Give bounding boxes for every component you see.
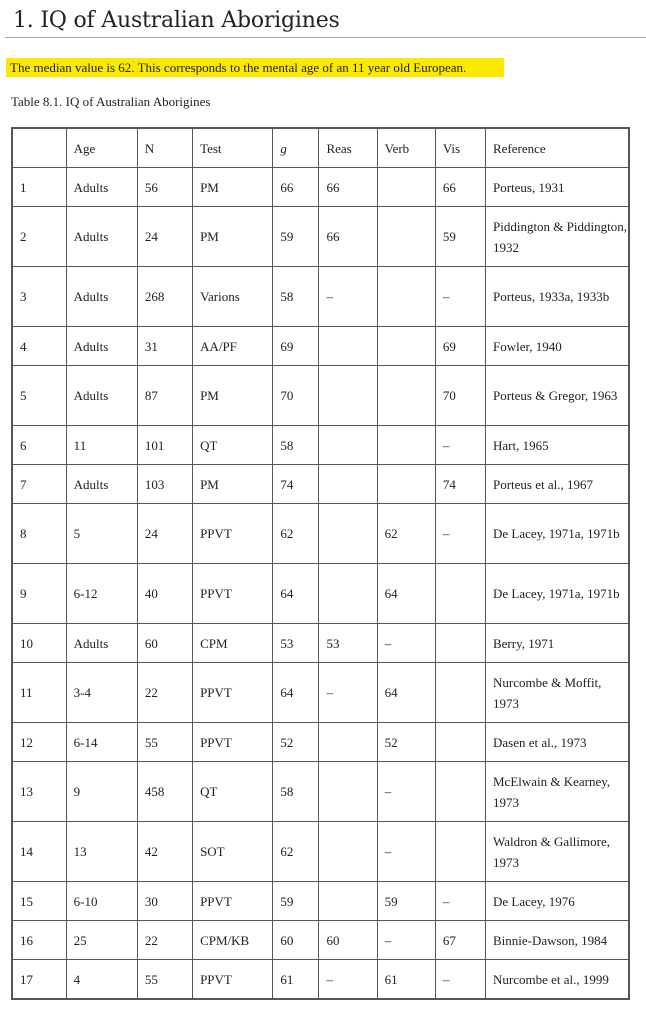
reference-cell: De Lacey, 1971a, 1971b [485,504,629,564]
row-index-cell: 9 [12,564,66,624]
age-cell: 4 [66,960,137,1000]
iq-table [11,127,630,1000]
age-cell: 13 [66,822,137,882]
n-cell: 22 [137,663,192,723]
g-cell: 74 [273,465,319,504]
verb-cell: 59 [377,882,435,921]
n-cell: 24 [137,207,192,267]
vis-cell [435,822,485,882]
reference-cell: Waldron & Gallimore, 1973 [485,822,629,882]
test-cell: SOT [193,822,273,882]
vis-cell [435,663,485,723]
reas-cell [319,822,377,882]
verb-cell [377,426,435,465]
reas-cell: – [319,663,377,723]
highlighted-summary [6,58,504,77]
reference-cell: Porteus et al., 1967 [485,465,629,504]
g-cell: 66 [273,168,319,207]
age-cell: Adults [66,267,137,327]
vis-cell [435,762,485,822]
g-cell: 61 [273,960,319,1000]
row-index-cell: 15 [12,882,66,921]
n-cell: 87 [137,366,192,426]
n-cell: 56 [137,168,192,207]
header-cell-age: Age [66,128,137,168]
g-cell: 59 [273,207,319,267]
vis-cell: – [435,267,485,327]
table-row [12,822,629,882]
verb-cell: – [377,822,435,882]
reas-cell: 60 [319,921,377,960]
vis-cell: – [435,882,485,921]
row-index-cell: 4 [12,327,66,366]
test-cell: PM [193,168,273,207]
test-cell: PPVT [193,564,273,624]
summary-text: The median value is 62. This corresponds to the mental age of an 11 year old European. [10,60,467,75]
verb-cell: 62 [377,504,435,564]
header-cell-g: g [273,128,319,168]
test-cell: CPM/KB [193,921,273,960]
table-row [12,168,629,207]
verb-cell: 61 [377,960,435,1000]
table-row [12,465,629,504]
reference-cell: Porteus & Gregor, 1963 [485,366,629,426]
age-cell: 3-4 [66,663,137,723]
reas-cell [319,723,377,762]
vis-cell [435,723,485,762]
verb-cell [377,366,435,426]
g-cell: 58 [273,426,319,465]
table-row [12,207,629,267]
age-cell: 25 [66,921,137,960]
reference-cell: Nurcombe et al., 1999 [485,960,629,1000]
vis-cell: – [435,960,485,1000]
row-index-cell: 3 [12,267,66,327]
vis-cell: 69 [435,327,485,366]
row-index-cell: 7 [12,465,66,504]
n-cell: 42 [137,822,192,882]
header-cell-n: N [137,128,192,168]
table-row [12,663,629,723]
reas-cell [319,564,377,624]
reas-cell [319,426,377,465]
vis-cell: 70 [435,366,485,426]
n-cell: 24 [137,504,192,564]
age-cell: Adults [66,168,137,207]
row-index-cell: 11 [12,663,66,723]
reference-cell: McElwain & Kearney, 1973 [485,762,629,822]
n-cell: 458 [137,762,192,822]
g-cell: 59 [273,882,319,921]
test-cell: PM [193,207,273,267]
table-row [12,504,629,564]
vis-cell: – [435,426,485,465]
age-cell: 5 [66,504,137,564]
reference-cell: Piddington & Piddington, 1932 [485,207,629,267]
table-caption: Table 8.1. IQ of Australian Aborigines [11,94,211,109]
g-cell: 58 [273,762,319,822]
table-row [12,723,629,762]
test-cell: CPM [193,624,273,663]
g-cell: 70 [273,366,319,426]
n-cell: 40 [137,564,192,624]
verb-cell [377,267,435,327]
age-cell: Adults [66,624,137,663]
g-cell: 58 [273,267,319,327]
test-cell: PM [193,366,273,426]
verb-cell: – [377,762,435,822]
g-cell: 69 [273,327,319,366]
verb-cell [377,207,435,267]
verb-cell: 64 [377,564,435,624]
n-cell: 55 [137,960,192,1000]
vis-cell [435,624,485,663]
reference-cell: Fowler, 1940 [485,327,629,366]
row-index-cell: 16 [12,921,66,960]
row-index-cell: 5 [12,366,66,426]
row-index-cell: 13 [12,762,66,822]
age-cell: 6-10 [66,882,137,921]
test-cell: PPVT [193,960,273,1000]
reas-cell [319,465,377,504]
test-cell: Varions [193,267,273,327]
n-cell: 31 [137,327,192,366]
table-row [12,624,629,663]
reas-cell: – [319,267,377,327]
reas-cell [319,366,377,426]
header-cell-index [12,128,66,168]
reference-cell: Hart, 1965 [485,426,629,465]
row-index-cell: 17 [12,960,66,1000]
table-row [12,564,629,624]
verb-cell [377,327,435,366]
n-cell: 30 [137,882,192,921]
header-cell-reference: Reference [485,128,629,168]
vis-cell: 66 [435,168,485,207]
reas-cell: 66 [319,207,377,267]
g-cell: 64 [273,663,319,723]
reas-cell [319,882,377,921]
test-cell: PPVT [193,504,273,564]
header-cell-reas: Reas [319,128,377,168]
age-cell: Adults [66,465,137,504]
vis-cell: 74 [435,465,485,504]
row-index-cell: 2 [12,207,66,267]
table-body [12,168,629,1000]
header-cell-test: Test [193,128,273,168]
verb-cell: – [377,624,435,663]
age-cell: 6-12 [66,564,137,624]
row-index-cell: 12 [12,723,66,762]
reference-cell: Porteus, 1931 [485,168,629,207]
row-index-cell: 6 [12,426,66,465]
test-cell: PM [193,465,273,504]
table-row [12,366,629,426]
table-row [12,921,629,960]
vis-cell: 67 [435,921,485,960]
verb-cell: 52 [377,723,435,762]
verb-cell [377,168,435,207]
row-index-cell: 10 [12,624,66,663]
reference-cell: Dasen et al., 1973 [485,723,629,762]
g-cell: 64 [273,564,319,624]
verb-cell: – [377,921,435,960]
reference-cell: De Lacey, 1971a, 1971b [485,564,629,624]
test-cell: PPVT [193,663,273,723]
n-cell: 101 [137,426,192,465]
table-row [12,426,629,465]
vis-cell: – [435,504,485,564]
test-cell: QT [193,426,273,465]
age-cell: Adults [66,327,137,366]
header-cell-verb: Verb [377,128,435,168]
verb-cell: 64 [377,663,435,723]
reas-cell [319,504,377,564]
reas-cell [319,327,377,366]
n-cell: 60 [137,624,192,663]
row-index-cell: 1 [12,168,66,207]
test-cell: PPVT [193,723,273,762]
header-cell-vis: Vis [435,128,485,168]
n-cell: 55 [137,723,192,762]
age-cell: 9 [66,762,137,822]
age-cell: Adults [66,366,137,426]
n-cell: 22 [137,921,192,960]
table-row [12,882,629,921]
age-cell: Adults [66,207,137,267]
table-row [12,960,629,1000]
reas-cell: 66 [319,168,377,207]
table-header-row [12,128,629,168]
n-cell: 268 [137,267,192,327]
page-title: 1. IQ of Australian Aborigines [13,8,340,33]
g-cell: 52 [273,723,319,762]
reas-cell: 53 [319,624,377,663]
table-row [12,762,629,822]
reference-cell: Nurcombe & Moffit, 1973 [485,663,629,723]
test-cell: PPVT [193,882,273,921]
reference-cell: Binnie-Dawson, 1984 [485,921,629,960]
row-index-cell: 14 [12,822,66,882]
vis-cell: 59 [435,207,485,267]
verb-cell [377,465,435,504]
reference-cell: Berry, 1971 [485,624,629,663]
row-index-cell: 8 [12,504,66,564]
g-cell: 62 [273,822,319,882]
n-cell: 103 [137,465,192,504]
test-cell: AA/PF [193,327,273,366]
title-divider [5,37,646,38]
reas-cell: – [319,960,377,1000]
age-cell: 11 [66,426,137,465]
reference-cell: Porteus, 1933a, 1933b [485,267,629,327]
test-cell: QT [193,762,273,822]
g-cell: 53 [273,624,319,663]
reas-cell [319,762,377,822]
vis-cell [435,564,485,624]
g-cell: 62 [273,504,319,564]
table-row [12,267,629,327]
age-cell: 6-14 [66,723,137,762]
table-row [12,327,629,366]
reference-cell: De Lacey, 1976 [485,882,629,921]
g-cell: 60 [273,921,319,960]
